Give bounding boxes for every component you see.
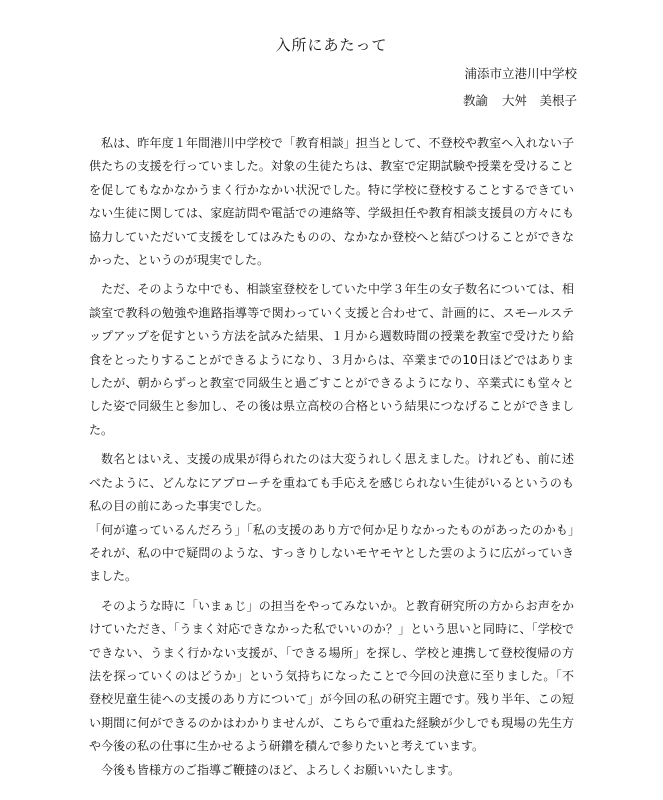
author-line bbox=[463, 91, 577, 109]
paragraph: ただ、そのような中でも、相談室登校をしていた中学３年生の女子数名については、相談室で教科の勉強や進路指導等で関わっていく支援と合わせて、計画的に、スモールステップアップを促すという方法を試みた結果、１月から週数時間の授業を教室で受けたり給食をとったりすることができるようになり、３月からは、卒業までの10日ほどではありましたが、朝からずっと教室で同級生と過ごすことができるようになり、卒業式にも堂々とした姿で同級生と参加し、その後は県立高校の合格という結果につなげることができました。 bbox=[89, 282, 574, 437]
document-body bbox=[89, 132, 574, 782]
paragraph: そのような時に「いまぁじ」の担当をやってみないか。と教育研究所の方からお声をかけていただき、「うまく対応できなかった私でいいのか？」という思いと同時に、「学校でできない、うまく行かない支援が、「できる場所」を探し、学校と連携して登校復帰の方法を探っていくのはどうか」という気持ちになったことで今回の決意に至りました。「不登校児童生徒への支援のあり方について」が今回の私の研究主題です。残り半年、この短い期間に何ができるのかはわかりませんが、こちらで重ねた経験が少しでも現場の先生方や今後の私の仕事に生かせるよう研鑽を積んで参りたいと考えています。 bbox=[89, 598, 574, 754]
paragraph: 私は、昨年度１年間港川中学校で「教育相談」担当として、不登校や教室へ入れない子供たちの支援を行っていました。対象の生徒たちは、教室で定期試験や授業を受けることを促してもなかなかうまく行かなかい状況でした。特に学校に登校することするできていない生徒に関しては、家庭訪問や電話での連絡等、学級担任や教育相談支援員の方々にも協力していただいて支援をしてはみたものの、なかなか登校へと結びつけることができなかった、というのが現実でした。 bbox=[89, 136, 574, 268]
paragraph: 今後も皆様方のご指導ご鞭撻のほど、よろしくお願いいたします。 bbox=[101, 762, 461, 777]
author-role: 教諭 bbox=[462, 93, 488, 108]
paragraph: 数名とはいえ、支援の成果が得られたのは大変うれしく思えました。けれども、前に述べたように、どんなにアプローチを重ねても手応えを感じられない生徒がいるというのも私の目の前にあった事実でした。 bbox=[89, 452, 574, 514]
school-name: 浦添市立港川中学校 bbox=[464, 66, 577, 81]
paragraph: 「何が違っているんだろう」「私の支援のあり方で何か足りなかったものがあったのかも」それが、私の中で疑問のような、すっきりしないモヤモヤとした雲のように広がっていきました。 bbox=[89, 522, 574, 584]
author-name: 大舛 美根子 bbox=[501, 93, 577, 108]
document-title: 入所にあたって bbox=[275, 36, 388, 54]
